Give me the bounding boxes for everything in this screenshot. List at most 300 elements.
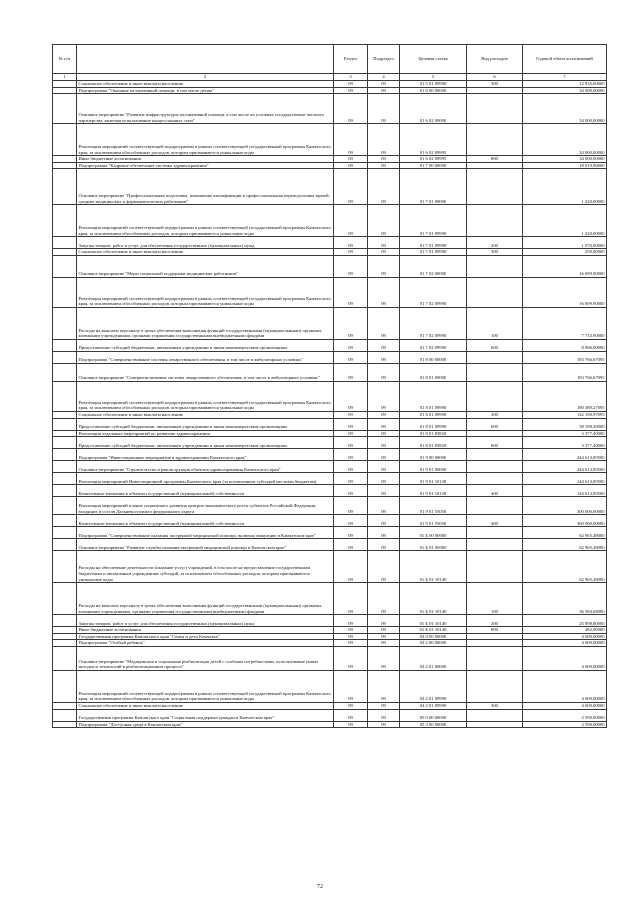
cell-number xyxy=(53,640,77,647)
table-row xyxy=(53,351,607,363)
cell-expense-type xyxy=(467,205,523,237)
cell-number xyxy=(53,627,77,634)
cell-name: Реализация мероприятий Инвестиционной программы Камчатского края (за исключением субсидий местным бюджетам) xyxy=(77,473,334,485)
column-number: 3 xyxy=(334,74,368,81)
cell-name: Закупка товаров, работ и услуг для обеспечения государственных (муниципальных) нужд xyxy=(77,237,334,249)
cell-subsection: 09 xyxy=(368,169,400,205)
cell-name: Подпрограмма "Особый ребенок" xyxy=(77,640,334,647)
cell-amount: 18 019,90000 xyxy=(523,162,607,169)
cell-section: 09 xyxy=(334,169,368,205)
cell-amount: 4 600,00000 xyxy=(523,640,607,647)
cell-section: 09 xyxy=(334,237,368,249)
cell-amount: 62 965,48000 xyxy=(523,527,607,539)
header-target-article: Целевая статья xyxy=(400,45,467,74)
table-row xyxy=(53,449,607,461)
cell-subsection: 09 xyxy=(368,515,400,527)
cell-number xyxy=(53,515,77,527)
cell-number xyxy=(53,351,77,363)
table-row xyxy=(53,615,607,627)
cell-name: Основное мероприятие "Совершенствование системы лекарственного обеспечения, в том числе в амбулаторных условиях" xyxy=(77,363,334,381)
cell-subsection: 09 xyxy=(368,81,400,88)
cell-section: 09 xyxy=(334,437,368,449)
cell-section: 09 xyxy=(334,633,368,640)
cell-number xyxy=(53,205,77,237)
cell-amount: 16 699,90000 xyxy=(523,277,607,307)
cell-amount: 444 613,09500 xyxy=(523,461,607,473)
cell-subsection: 09 xyxy=(368,640,400,647)
cell-expense-type: 400 xyxy=(467,485,523,497)
cell-subsection: 09 xyxy=(368,709,400,721)
header-expense-type: Вид расходов xyxy=(467,45,523,74)
cell-target-article: 01 9 01 55050 xyxy=(400,515,467,527)
table-row xyxy=(53,515,607,527)
cell-number xyxy=(53,94,77,124)
cell-subsection: 09 xyxy=(368,702,400,709)
table-row xyxy=(53,237,607,249)
cell-expense-type xyxy=(467,633,523,640)
cell-name: Предоставление субсидий бюджетным, автономным учреждениям и иным некоммерческим организациям xyxy=(77,418,334,430)
cell-target-article: 01 6 02 09995 xyxy=(400,156,467,163)
cell-subsection: 09 xyxy=(368,339,400,351)
cell-subsection: 09 xyxy=(368,461,400,473)
cell-target-article: 01 7 02 09990 xyxy=(400,307,467,339)
table-row xyxy=(53,633,607,640)
cell-expense-type: 100 xyxy=(467,307,523,339)
cell-amount: 1 320,00000 xyxy=(523,205,607,237)
cell-number xyxy=(53,339,77,351)
table-row xyxy=(53,255,607,277)
cell-name: Иные бюджетные ассигнования xyxy=(77,156,334,163)
cell-number xyxy=(53,449,77,461)
cell-target-article: 01 7 01 09990 xyxy=(400,249,467,256)
header-name xyxy=(77,45,334,74)
cell-section: 09 xyxy=(334,351,368,363)
cell-amount: 1 320,00000 xyxy=(523,169,607,205)
cell-expense-type: 200 xyxy=(467,615,523,627)
cell-target-article: 01 7 00 00000 xyxy=(400,162,467,169)
cell-amount: 25 898,80000 xyxy=(523,615,607,627)
cell-expense-type: 300 xyxy=(467,249,523,256)
cell-amount: 34 000,00000 xyxy=(523,87,607,94)
cell-amount: 300 000,00000 xyxy=(523,515,607,527)
cell-target-article: 01 8 01 09990 xyxy=(400,381,467,411)
table-row xyxy=(53,363,607,381)
table-row xyxy=(53,339,607,351)
cell-section: 09 xyxy=(334,721,368,728)
cell-subsection: 09 xyxy=(368,237,400,249)
cell-amount: 62 965,48000 xyxy=(523,539,607,551)
cell-expense-type xyxy=(467,124,523,156)
table-row xyxy=(53,169,607,205)
cell-section: 09 xyxy=(334,485,368,497)
cell-name: Реализация отдельных мероприятий по развитию здравоохранения xyxy=(77,430,334,437)
cell-name: Реализация мероприятий соответствующей подпрограммы в рамках соответствующей государственной программы Камчатского края, за исключением обособленных расходов, которым присваиваются уникальные коды xyxy=(77,124,334,156)
cell-amount: 144 613,09500 xyxy=(523,485,607,497)
cell-name: Расходы на обеспечение деятельности (оказание услуг) учреждений, в том числе на предоставление государственным бюджетным и автономным учреждениям субсидий, за исключением обособленных расходов, которым присваиваются уникальные коды xyxy=(77,551,334,583)
cell-name: Государственная программа Камчатского края "Социальная поддержка граждан в Камчатском крае" xyxy=(77,709,334,721)
cell-target-article: 01 Б 01 10140 xyxy=(400,551,467,583)
cell-name: Подпрограмма "Доступная среда в Камчатском крае" xyxy=(77,721,334,728)
document-page xyxy=(52,44,606,728)
cell-subsection: 09 xyxy=(368,539,400,551)
cell-name: Основное мероприятие "Профессиональная подготовка, повышение квалификации и профессиональная переподготовка врачей, средних медицинских и фармацевтических работников" xyxy=(77,169,334,205)
cell-number xyxy=(53,551,77,583)
table-row xyxy=(53,709,607,721)
cell-target-article: 01 7 01 09990 xyxy=(400,205,467,237)
cell-section: 09 xyxy=(334,702,368,709)
cell-target-article: 01 Б 01 00000 xyxy=(400,539,467,551)
cell-name: Государственная программа Камчатского края "Семья и дети Камчатки" xyxy=(77,633,334,640)
cell-expense-type xyxy=(467,381,523,411)
cell-number xyxy=(53,437,77,449)
header-annual-amount: Годовой объем ассигнований xyxy=(523,45,607,74)
cell-amount: 4 600,00000 xyxy=(523,646,607,670)
cell-amount: 38 198,30000 xyxy=(523,418,607,430)
cell-section: 09 xyxy=(334,205,368,237)
budget-table xyxy=(52,44,607,728)
cell-name: Реализация мероприятий планов социального развития центров экономического роста субъектов Российской Федерации, входящих в состав Дальневосточного федерального округа xyxy=(77,497,334,515)
cell-number xyxy=(53,87,77,94)
table-row xyxy=(53,551,607,583)
cell-amount: 142 190,97095 xyxy=(523,411,607,418)
cell-target-article: 01 Б 01 10140 xyxy=(400,627,467,634)
cell-expense-type xyxy=(467,721,523,728)
cell-amount: 12 935,60000 xyxy=(523,81,607,88)
table-row xyxy=(53,437,607,449)
column-number: 1 xyxy=(53,74,77,81)
cell-subsection: 09 xyxy=(368,627,400,634)
cell-target-article: 04 2 00 00000 xyxy=(400,640,467,647)
table-row xyxy=(53,124,607,156)
table-row xyxy=(53,156,607,163)
cell-subsection: 09 xyxy=(368,437,400,449)
cell-subsection: 09 xyxy=(368,418,400,430)
cell-name: Подпрограмма "Оказание паллиативной помощи, в том числе детям" xyxy=(77,87,334,94)
table-row xyxy=(53,162,607,169)
cell-number xyxy=(53,162,77,169)
cell-section: 09 xyxy=(334,94,368,124)
cell-section: 09 xyxy=(334,255,368,277)
cell-target-article: 01 9 01 10130 xyxy=(400,485,467,497)
cell-name: Социальное обеспечение и иные выплаты населению xyxy=(77,702,334,709)
cell-expense-type xyxy=(467,351,523,363)
cell-target-article: 05 3 00 00000 xyxy=(400,721,467,728)
cell-subsection: 09 xyxy=(368,615,400,627)
cell-section: 09 xyxy=(334,381,368,411)
cell-expense-type xyxy=(467,640,523,647)
cell-section: 09 xyxy=(334,363,368,381)
table-row xyxy=(53,205,607,237)
cell-amount: 2 590,00000 xyxy=(523,721,607,728)
cell-expense-type xyxy=(467,551,523,583)
cell-name: Предоставление субсидий бюджетным, автономным учреждениям и иным некоммерческим организациям xyxy=(77,339,334,351)
table-row xyxy=(53,702,607,709)
cell-number xyxy=(53,646,77,670)
table-row xyxy=(53,277,607,307)
table-row xyxy=(53,497,607,515)
cell-target-article: 01 8 01 09990 xyxy=(400,411,467,418)
cell-section: 09 xyxy=(334,411,368,418)
cell-expense-type: 400 xyxy=(467,515,523,527)
cell-section: 09 xyxy=(334,615,368,627)
cell-name: Подпрограмма "Кадровое обеспечение системы здравоохранения" xyxy=(77,162,334,169)
cell-target-article: 04 0 00 00000 xyxy=(400,633,467,640)
page-number: 72 xyxy=(317,884,323,890)
cell-subsection: 09 xyxy=(368,255,400,277)
cell-name: Основное мероприятие "Меры социальной поддержки медицинских работников" xyxy=(77,255,334,277)
cell-number xyxy=(53,169,77,205)
cell-name: Расходы на выплаты персоналу в целях обеспечения выполнения функций государственными (муниципальными) органами, казенными учреждениями, органами управления государственными внебюджетными фондами xyxy=(77,583,334,615)
cell-number xyxy=(53,411,77,418)
cell-expense-type: 800 xyxy=(467,627,523,634)
column-number: 4 xyxy=(368,74,400,81)
cell-expense-type xyxy=(467,169,523,205)
cell-section: 09 xyxy=(334,461,368,473)
column-number: 7 xyxy=(523,74,607,81)
cell-expense-type: 300 xyxy=(467,81,523,88)
table-row xyxy=(53,418,607,430)
cell-subsection: 09 xyxy=(368,633,400,640)
cell-section: 09 xyxy=(334,527,368,539)
header-subsection: Подраздел xyxy=(368,45,400,74)
table-row xyxy=(53,81,607,88)
cell-section: 09 xyxy=(334,627,368,634)
header-section: Раздел xyxy=(334,45,368,74)
cell-number xyxy=(53,430,77,437)
cell-subsection: 09 xyxy=(368,551,400,583)
cell-name: Расходы на выплаты персоналу в целях обеспечения выполнения функций государственными (муниципальными) органами, казенными учреждениями, органами управления государственными внебюджетными фондами xyxy=(77,307,334,339)
cell-number xyxy=(53,277,77,307)
table-row xyxy=(53,627,607,634)
cell-expense-type xyxy=(467,363,523,381)
cell-expense-type: 600 xyxy=(467,418,523,430)
cell-target-article: 01 6 02 09995 xyxy=(400,124,467,156)
cell-target-article: 04 2 01 09990 xyxy=(400,702,467,709)
cell-subsection: 09 xyxy=(368,485,400,497)
cell-name: Предоставление субсидий бюджетным, автономным учреждениям и иным некоммерческим организациям xyxy=(77,437,334,449)
cell-amount: 144 613,09500 xyxy=(523,473,607,485)
cell-expense-type xyxy=(467,94,523,124)
cell-subsection: 09 xyxy=(368,156,400,163)
cell-subsection: 09 xyxy=(368,670,400,702)
cell-expense-type xyxy=(467,670,523,702)
table-row xyxy=(53,527,607,539)
cell-number xyxy=(53,615,77,627)
cell-target-article: 01 Б 00 00000 xyxy=(400,527,467,539)
cell-target-article: 04 2 01 00000 xyxy=(400,646,467,670)
cell-amount: 1 070,00000 xyxy=(523,237,607,249)
cell-amount: 3 377,40000 xyxy=(523,430,607,437)
cell-section: 09 xyxy=(334,156,368,163)
cell-expense-type xyxy=(467,162,523,169)
cell-number xyxy=(53,702,77,709)
cell-expense-type xyxy=(467,87,523,94)
column-numbers-row xyxy=(53,74,607,81)
cell-name: Основное мероприятие "Медицинская и социальная реабилитация детей с особыми потребностями, использование новых методов и технологий в реабилитационном процессе" xyxy=(77,646,334,670)
cell-expense-type: 300 xyxy=(467,702,523,709)
cell-section: 09 xyxy=(334,709,368,721)
cell-name: Реализация мероприятий соответствующей подпрограммы в рамках соответствующей государственной программы Камчатского края, за исключением обособленных расходов, которым присваиваются уникальные коды xyxy=(77,381,334,411)
cell-subsection: 09 xyxy=(368,307,400,339)
cell-amount: 180 389,27095 xyxy=(523,381,607,411)
cell-target-article: 01 Б 01 10140 xyxy=(400,615,467,627)
table-row xyxy=(53,721,607,728)
cell-subsection: 09 xyxy=(368,721,400,728)
cell-subsection: 09 xyxy=(368,449,400,461)
cell-amount: 4 600,00000 xyxy=(523,702,607,709)
cell-target-article: 01 9 00 00000 xyxy=(400,449,467,461)
cell-amount: 482,00000 xyxy=(523,627,607,634)
table-row xyxy=(53,473,607,485)
cell-section: 09 xyxy=(334,515,368,527)
cell-section: 09 xyxy=(334,339,368,351)
cell-amount: 34 000,00000 xyxy=(523,94,607,124)
cell-number xyxy=(53,709,77,721)
cell-number xyxy=(53,156,77,163)
cell-target-article: 01 5 01 09990 xyxy=(400,81,467,88)
table-row xyxy=(53,411,607,418)
cell-target-article: 04 2 01 09990 xyxy=(400,670,467,702)
cell-amount: 8 966,00000 xyxy=(523,339,607,351)
cell-target-article: 01 7 02 00000 xyxy=(400,255,467,277)
cell-section: 09 xyxy=(334,249,368,256)
cell-section: 09 xyxy=(334,473,368,485)
cell-number xyxy=(53,721,77,728)
cell-number xyxy=(53,633,77,640)
table-row xyxy=(53,249,607,256)
cell-subsection: 09 xyxy=(368,87,400,94)
header-number: № п/п xyxy=(53,45,77,74)
cell-number xyxy=(53,255,77,277)
cell-amount: 183 766,67095 xyxy=(523,363,607,381)
cell-target-article: 01 7 01 09990 xyxy=(400,237,467,249)
cell-number xyxy=(53,418,77,430)
cell-subsection: 09 xyxy=(368,411,400,418)
cell-name: Подпрограмма "Совершенствование системы лекарственного обеспечения, в том числе в амбулаторных условиях" xyxy=(77,351,334,363)
cell-name: Социальное обеспечение и иные выплаты населению xyxy=(77,411,334,418)
cell-amount: 4 600,00000 xyxy=(523,670,607,702)
cell-expense-type: 100 xyxy=(467,583,523,615)
cell-expense-type xyxy=(467,430,523,437)
cell-subsection: 09 xyxy=(368,527,400,539)
cell-name: Подпрограмма "Инвестиционные мероприятия в здравоохранении Камчатского края" xyxy=(77,449,334,461)
cell-amount: 250,00000 xyxy=(523,249,607,256)
cell-section: 09 xyxy=(334,124,368,156)
cell-expense-type: 600 xyxy=(467,339,523,351)
cell-subsection: 09 xyxy=(368,277,400,307)
cell-target-article: 01 8 00 00000 xyxy=(400,351,467,363)
cell-subsection: 09 xyxy=(368,430,400,437)
cell-subsection: 09 xyxy=(368,497,400,515)
cell-section: 09 xyxy=(334,277,368,307)
cell-section: 09 xyxy=(334,430,368,437)
cell-number xyxy=(53,124,77,156)
cell-amount: 4 600,00000 xyxy=(523,633,607,640)
cell-name: Основное мероприятие "Развитие службы оказания экстренной медицинской помощи в Камчатском крае" xyxy=(77,539,334,551)
cell-expense-type xyxy=(467,497,523,515)
column-number: 5 xyxy=(400,74,467,81)
cell-section: 09 xyxy=(334,539,368,551)
cell-section: 09 xyxy=(334,307,368,339)
table-body xyxy=(53,81,607,728)
cell-section: 09 xyxy=(334,162,368,169)
cell-number xyxy=(53,249,77,256)
cell-section: 09 xyxy=(334,81,368,88)
table-row xyxy=(53,640,607,647)
table-row xyxy=(53,646,607,670)
cell-amount: 36 584,68000 xyxy=(523,583,607,615)
cell-subsection: 09 xyxy=(368,646,400,670)
cell-name: Основное мероприятие "Строительство и реконструкция объектов здравоохранения Камчатского края" xyxy=(77,461,334,473)
cell-amount: 2 590,00000 xyxy=(523,709,607,721)
cell-number xyxy=(53,81,77,88)
column-number: 6 xyxy=(467,74,523,81)
cell-expense-type xyxy=(467,461,523,473)
cell-amount: 183 766,67095 xyxy=(523,351,607,363)
cell-subsection: 09 xyxy=(368,124,400,156)
cell-number xyxy=(53,583,77,615)
cell-number xyxy=(53,485,77,497)
table-row xyxy=(53,461,607,473)
cell-amount: 444 613,09500 xyxy=(523,449,607,461)
cell-number xyxy=(53,381,77,411)
cell-subsection: 09 xyxy=(368,583,400,615)
cell-section: 09 xyxy=(334,418,368,430)
cell-amount: 16 699,90000 xyxy=(523,255,607,277)
cell-expense-type xyxy=(467,255,523,277)
cell-number xyxy=(53,461,77,473)
cell-section: 09 xyxy=(334,640,368,647)
cell-name: Основное мероприятие "Развитие инфраструктуры паллиативной помощи, в том числе на условиях государственно-частного партнерства, включая использование концессионных схем" xyxy=(77,94,334,124)
cell-amount: 62 965,48000 xyxy=(523,551,607,583)
cell-expense-type xyxy=(467,277,523,307)
cell-name: Иные бюджетные ассигнования xyxy=(77,627,334,634)
cell-number xyxy=(53,473,77,485)
cell-name: Социальное обеспечение и иные выплаты населению xyxy=(77,249,334,256)
cell-expense-type: 200 xyxy=(467,237,523,249)
cell-number xyxy=(53,670,77,702)
cell-name: Капитальные вложения в объекты государственной (муниципальной) собственности xyxy=(77,515,334,527)
cell-target-article: 01 8 01 09990 xyxy=(400,418,467,430)
cell-number xyxy=(53,539,77,551)
cell-expense-type xyxy=(467,709,523,721)
cell-target-article: 01 8 01 83820 xyxy=(400,437,467,449)
cell-amount: 300 000,00000 xyxy=(523,497,607,515)
cell-number xyxy=(53,497,77,515)
cell-amount: 34 000,00000 xyxy=(523,124,607,156)
cell-subsection: 09 xyxy=(368,205,400,237)
column-number: 2 xyxy=(77,74,334,81)
table-row xyxy=(53,87,607,94)
cell-target-article: 01 8 01 00000 xyxy=(400,363,467,381)
cell-expense-type: 600 xyxy=(467,437,523,449)
cell-target-article: 01 Б 01 10140 xyxy=(400,583,467,615)
cell-expense-type xyxy=(467,449,523,461)
cell-name: Реализация мероприятий соответствующей подпрограммы в рамках соответствующей государственной программы Камчатского края, за исключением обособленных расходов, которым присваиваются уникальные коды xyxy=(77,277,334,307)
cell-expense-type: 300 xyxy=(467,411,523,418)
table-row xyxy=(53,94,607,124)
cell-section: 09 xyxy=(334,87,368,94)
cell-target-article: 05 0 00 00000 xyxy=(400,709,467,721)
table-row xyxy=(53,381,607,411)
cell-section: 09 xyxy=(334,583,368,615)
cell-subsection: 09 xyxy=(368,381,400,411)
cell-name: Капитальные вложения в объекты государственной (муниципальной) собственности xyxy=(77,485,334,497)
cell-number xyxy=(53,307,77,339)
cell-number xyxy=(53,237,77,249)
cell-subsection: 09 xyxy=(368,249,400,256)
cell-name: Закупка товаров, работ и услуг для обеспечения государственных (муниципальных) нужд xyxy=(77,615,334,627)
